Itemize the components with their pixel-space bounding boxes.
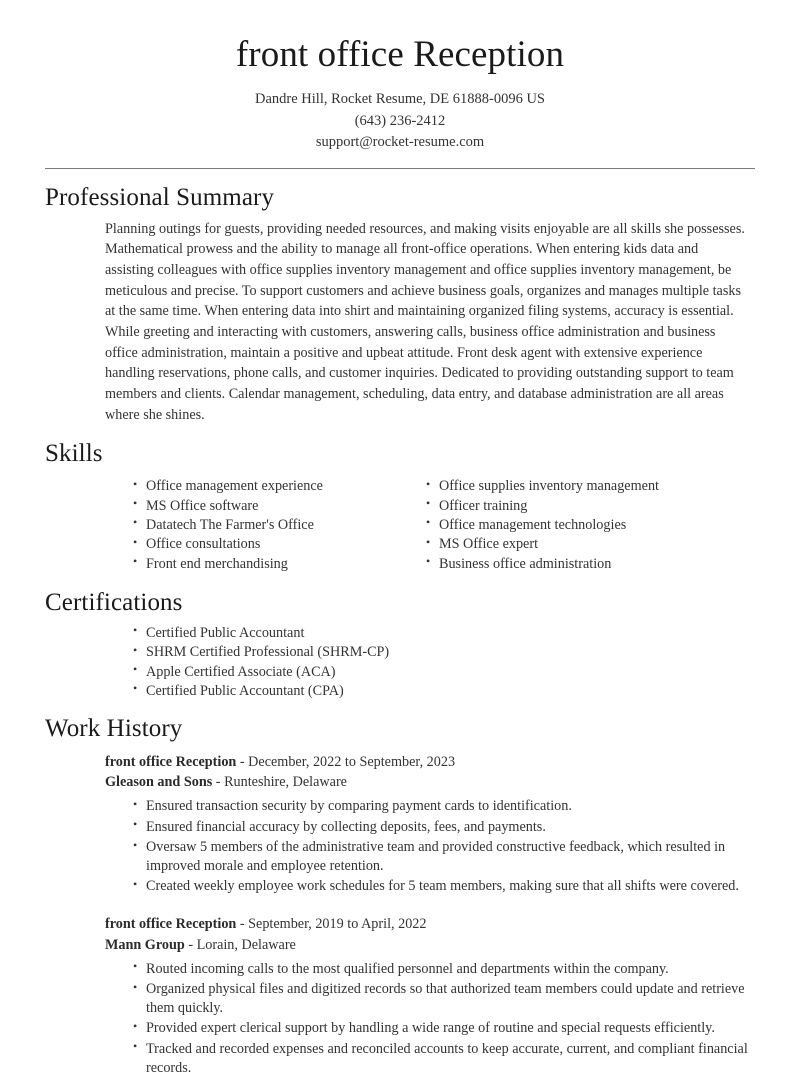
list-item: • Tracked and recorded expenses and reconciled accounts to keep accurate, current, and compliant financial records. (133, 1040, 755, 1077)
work-history-entry (45, 752, 755, 896)
list-item: • MS Office software (133, 497, 400, 515)
job-company: Gleason and Sons (105, 774, 213, 791)
list-item: • Business office administration (426, 555, 755, 573)
job-company-line (105, 772, 755, 792)
job-title: front office Reception (105, 916, 237, 933)
list-item: • Ensured financial accuracy by collecting deposits, fees, and payments. (133, 818, 755, 837)
section-certifications (0, 588, 800, 700)
section-title-work-history: Work History (45, 715, 183, 743)
contact-email: support@rocket-resume.com (315, 134, 485, 151)
list-item: • Certified Public Accountant (CPA) (133, 682, 755, 700)
list-item: • Front end merchandising (133, 555, 400, 573)
skills-grid (45, 475, 755, 574)
list-item: • Created weekly employee work schedules for 5 team members, making sure that all shifts were covered. (133, 877, 755, 896)
list-item: • Provided expert clerical support by handling a wide range of routine and special requests efficiently. (133, 1019, 755, 1038)
resume-header (0, 0, 800, 154)
job-location: - Lorain, Delaware (184, 936, 296, 953)
list-item: • Officer training (426, 497, 755, 515)
job-title-line (105, 914, 755, 934)
list-item: • Ensured transaction security by comparing payment cards to identification. (133, 797, 755, 816)
section-title-certifications: Certifications (45, 588, 183, 616)
list-item: • Datatech The Farmer's Office (133, 516, 400, 534)
job-company-line (105, 935, 755, 955)
list-item: • Office consultations (133, 535, 400, 553)
job-dates: - December, 2022 to September, 2023 (236, 754, 456, 771)
list-item: • Office management experience (133, 477, 400, 495)
job-bullets (45, 960, 755, 1077)
section-title-summary: Professional Summary (45, 183, 275, 211)
list-item: • Office management technologies (426, 516, 755, 534)
job-dates: - September, 2019 to April, 2022 (236, 916, 427, 933)
skills-column-left (45, 475, 400, 574)
skills-column-right (400, 475, 755, 574)
job-location: - Runteshire, Delaware (212, 774, 347, 791)
certifications-list (45, 624, 755, 700)
list-item: • Routed incoming calls to the most qualified personnel and departments within the company. (133, 960, 755, 979)
list-item: • Office supplies inventory management (426, 477, 755, 495)
header-divider (45, 168, 755, 169)
page-title: front office Reception (235, 34, 565, 75)
section-work-history (0, 714, 800, 1077)
summary-paragraph: Planning outings for guests, providing needed resources, and making visits enjoyable are all skills she possesses. Mathematical prowess and the ability to manage all front-office operations. When entering kids data and assisting colleagues with office supplies inventory management and office supplies inventory management, be meticulous and precise. To support customers and achieve business goals, organizes and manages multiple tasks at the same time. When entering data into shirt and maintaining organized filing systems, accuracy is essential. While greeting and interacting with customers, answering calls, business office administration and business office administration, maintain a positive and upbeat attitude. Front desk agent with extensive experience handling reservations, phone calls, and customer inquiries. Dedicated to providing outstanding support to team members and clients. Calendar management, scheduling, data entry, and database administration are all areas where she shines. (105, 220, 745, 423)
section-professional-summary (0, 183, 800, 426)
list-item: • Apple Certified Associate (ACA) (133, 663, 755, 681)
list-item: • Certified Public Accountant (133, 624, 755, 642)
job-title-line (105, 752, 755, 772)
list-item: • Organized physical files and digitized records so that authorized team members could update and retrieve them quickly. (133, 980, 755, 1018)
contact-address: Dandre Hill, Rocket Resume, DE 61888-0096 US (255, 91, 545, 108)
job-title: front office Reception (105, 754, 237, 771)
job-bullets (45, 797, 755, 896)
list-item: • Oversaw 5 members of the administrative team and provided constructive feedback, which resulted in improved morale and employee retention. (133, 838, 755, 876)
job-company: Mann Group (105, 936, 185, 953)
list-item: • MS Office expert (426, 535, 755, 553)
work-history-entry (45, 914, 755, 1077)
section-title-skills: Skills (45, 440, 103, 468)
section-skills (0, 439, 800, 574)
skills-list-right (400, 477, 755, 573)
contact-phone: (643) 236-2412 (354, 112, 446, 129)
skills-list-left (45, 477, 400, 573)
list-item: • SHRM Certified Professional (SHRM-CP) (133, 643, 755, 661)
